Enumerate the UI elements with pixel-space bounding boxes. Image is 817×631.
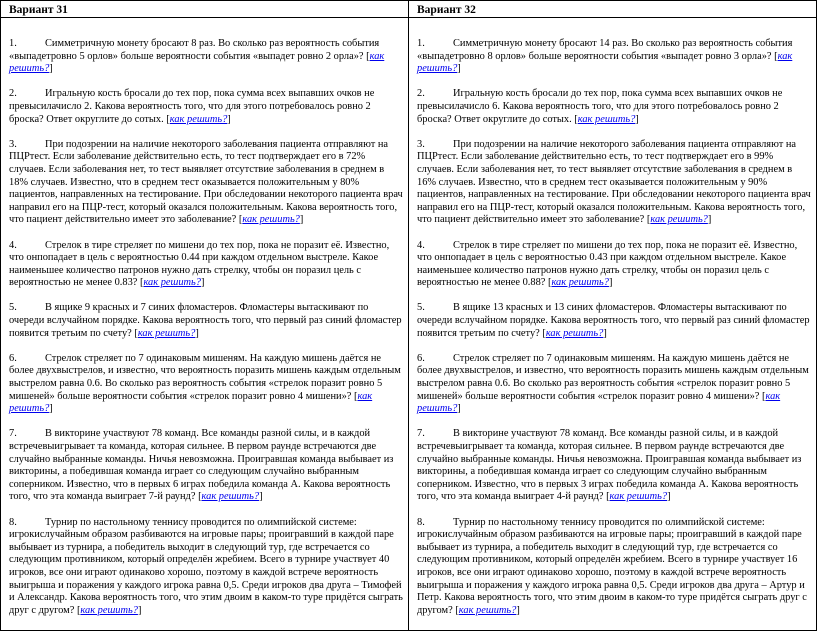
task-text: Игральную кость бросали до тех пор, пока сумма всех выпавших очков не превысилачисло 2. Какова вероятность того, что для этого потребовалось ровно 2 броска? Ответ округлите до сотых. xyxy=(9,88,375,125)
task-item: 3. При подозрении на наличие некоторого заболевания пациента отправляют на ПЦРтест. Если заболевание действительно есть, то тест подтверждает его в 72% случаев. Если заболевания нет, то тест выявляет отсутствие заболевания в среднем в 18% случаев. Известно, что в среднем тест оказывается положительным у 80% пациентов, направленных на тестирование. При обследовании некоторого пациента врач направил его на ПЦР-тест, который оказался положительным. Какова вероятность того, что пациент действительно имеет это заболевание? [как решить?] xyxy=(9,138,403,226)
how-to-solve-link[interactable]: как решить? xyxy=(9,390,373,415)
task-text: В викторине участвуют 78 команд. Все команды разной силы, и в каждой встречевыигрывает та команда, которая сильнее. В первом раунде встречаются две случайно выбранные команды. Ничья невозможна. Проигравшая команда выбывает из викторины, а победившая команда играет со следующим случайно выбранным соперником. Известно, что в первых 6 играх победила команда А. Какова вероятность того, что эта команда выиграет 7-й раунд? xyxy=(9,428,394,503)
task-number: 8. xyxy=(417,516,425,528)
task-number: 4. xyxy=(417,239,425,251)
task-text: Симметричную монету бросают 8 раз. Во сколько раз вероятность события «выпадетровно 5 орлов» больше вероятности события «выпадет ровно 2 орла»? xyxy=(9,38,380,62)
how-to-solve-link[interactable]: как решить? xyxy=(417,390,781,415)
task-item: 1. Симметричную монету бросают 14 раз. Во сколько раз вероятность события «выпадетровно 8 орлов» больше вероятности события «выпадет ровно 3 орла»? [как решить?] xyxy=(417,38,793,75)
task-text: Стрелок стреляет по 7 одинаковым мишеням. На каждую мишень даётся не более двухвыстрелов, и известно, что вероятность поразить мишень каждым отдельным выстрелом равна 0.6. Во сколько раз вероятность события «стрелок поразит ровно 5 мишеней» больше вероятности события «стрелок поразит ровно 4 мишени»? xyxy=(417,352,809,402)
task-item: 4. Стрелок в тире стреляет по мишени до тех пор, пока не поразит её. Известно, что онпопадает в цель с вероятностью 0.43 при каждом отдельном выстреле. Какое наименьшее количество патронов нужно дать стрелку, чтобы он поразил цель с вероятностью не менее 0.88? [как решить?] xyxy=(417,239,798,289)
variant-column-right xyxy=(409,18,817,631)
how-to-solve-link[interactable]: как решить? xyxy=(9,50,385,75)
how-to-solve-link[interactable]: как решить? xyxy=(609,491,668,503)
task-number: 2. xyxy=(417,88,425,100)
how-to-solve-link[interactable]: как решить? xyxy=(143,277,201,289)
task-number: 1. xyxy=(9,38,17,49)
task-number: 6. xyxy=(9,352,17,364)
task-number: 8. xyxy=(9,516,17,528)
header-row xyxy=(1,1,817,18)
variant-title-right: Вариант 32 xyxy=(409,1,817,18)
how-to-solve-link[interactable]: как решить? xyxy=(551,277,609,289)
task-text: Турнир по настольному теннису проводится по олимпийской системе: игрокислучайным образом разбиваются на игровые пары; проигравший в каждой паре выбывает из турнира, а победитель выходит в следующий тур, где встречается со следующим противником, который определён жребием. Всего в турнире участвует 16 игроков, все они играют одинаково хорошо, поэтому в каждой встрече вероятность выигрыша и поражения у каждого игрока равна 0,5. Среди игроков два друга – Артур и Петр. Какова вероятность того, что этим двоим в каком-то туре придётся сыграть друг с другом? xyxy=(417,516,807,616)
task-number: 3. xyxy=(417,138,425,150)
how-to-solve-link[interactable]: как решить? xyxy=(242,214,300,226)
tasks-row xyxy=(1,18,817,631)
task-item: 7. В викторине участвуют 78 команд. Все команды разной силы, и в каждой встречевыигрывает та команда, которая сильнее. В первом раунде встречаются две случайно выбранные команды. Ничья невозможна. Проигравшая команда выбывает из викторины, а победившая команда играет со следующим случайно выбранным соперником. Известно, что в первых 3 играх победила команда А. Какова вероятность того, что эта команда выиграет 4-й раунд? [как решить?] xyxy=(417,428,802,503)
task-item: 2. Игральную кость бросали до тех пор, пока сумма всех выпавших очков не превысилачисло 2. Какова вероятность того, что для этого потребовалось ровно 2 броска? Ответ округлите до сотых. [как решить?] xyxy=(9,88,375,125)
how-to-solve-link[interactable]: как решить? xyxy=(417,50,793,75)
task-item: 6. Стрелок стреляет по 7 одинаковым мишеням. На каждую мишень даётся не более двухвыстрелов, и известно, что вероятность поразить мишень каждым отдельным выстрелом равна 0.6. Во сколько раз вероятность события «стрелок поразит ровно 5 мишеней» больше вероятности события «стрелок поразит ровно 4 мишени»? [как решить?] xyxy=(417,352,809,415)
how-to-solve-link[interactable]: как решить? xyxy=(545,327,604,339)
task-item: 2. Игральную кость бросали до тех пор, пока сумма всех выпавших очков не превысилачисло 6. Какова вероятность того, что для этого потребовалось ровно 2 броска? Ответ округлите до сотых. [как решить?] xyxy=(417,88,783,125)
task-item: 5. В ящике 9 красных и 7 синих фломастеров. Фломастеры вытаскивают по очереди вслучайном порядке. Какова вероятность того, что первый раз синий фломастер появится третьим по счету? [как решить?] xyxy=(9,302,402,339)
task-number: 7. xyxy=(9,428,17,440)
how-to-solve-link[interactable]: как решить? xyxy=(137,327,196,339)
task-item: 8. Турнир по настольному теннису проводится по олимпийской системе: игрокислучайным образом разбиваются на игровые пары; проигравший в каждой паре выбывает из турнира, а победитель выходит в следующий тур, где встречается со следующим противником, который определён жребием. Всего в турнире участвует 16 игроков, все они играют одинаково хорошо, поэтому в каждой встрече вероятность выигрыша и поражения у каждого игрока равна 0,5. Среди игроков два друга – Артур и Петр. Какова вероятность того, что этим двоим в каком-то туре придётся сыграть друг с другом? [как решить?] xyxy=(417,516,807,616)
how-to-solve-link[interactable]: как решить? xyxy=(80,604,138,616)
how-to-solve-link[interactable]: как решить? xyxy=(458,604,517,616)
task-number: 4. xyxy=(9,239,17,251)
task-text: В ящике 13 красных и 13 синих фломастеров. Фломастеры вытаскивают по очереди вслучайном порядке. Какова вероятность того, что первый раз синий фломастер появится третьим по счету? xyxy=(417,302,810,339)
task-number: 5. xyxy=(9,302,17,314)
task-number: 2. xyxy=(9,88,17,100)
task-item: 6. Стрелок стреляет по 7 одинаковым мишеням. На каждую мишень даётся не более двухвыстрелов, и известно, что вероятность поразить мишень каждым отдельным выстрелом равна 0.6. Во сколько раз вероятность события «стрелок поразит ровно 5 мишеней» больше вероятности события «стрелок поразит ровно 4 мишени»? [как решить?] xyxy=(9,352,401,415)
task-text: Турнир по настольному теннису проводится по олимпийской системе: игрокислучайным образом разбиваются на игровые пары; проигравший в каждой паре выбывает из турнира, а победитель выходит в следующий тур, где встречается со следующим противником, который определён жребием. Всего в турнире участвует 40 игроков, все они играют одинаково хорошо, поэтому в каждой встрече вероятность выигрыша и поражения у каждого игрока равна 0,5. Среди игроков два друга – Тимофей и Александр. Какова вероятность того, что этим двоим в каком-то туре придётся сыграть друг с другом? xyxy=(9,516,403,616)
how-to-solve-link[interactable]: как решить? xyxy=(201,491,260,503)
task-number: 7. xyxy=(417,428,425,440)
how-to-solve-link[interactable]: как решить? xyxy=(169,113,228,125)
variant-title-left: Вариант 31 xyxy=(1,1,409,18)
task-text: При подозрении на наличие некоторого заболевания пациента отправляют на ПЦРтест. Если заболевание действительно есть, то тест подтверждает его в 72% случаев. Если заболевания нет, то тест выявляет отсутствие заболевания в среднем в 18% случаев. Известно, что в среднем тест оказывается положительным у 80% пациентов, направленных на тестирование. При обследовании некоторого пациента врач направил его на ПЦР-тест, который оказался положительным. Какова вероятность того, что пациент действительно имеет это заболевание? xyxy=(9,138,403,226)
task-text: При подозрении на наличие некоторого заболевания пациента отправляют на ПЦРтест. Если заболевание действительно есть, то тест подтверждает его в 99% случаев. Если заболевания нет, то тест выявляет отсутствие заболевания в среднем в 16% случаев. Известно, что в среднем тест оказывается положительным у 90% пациентов, направленных на тестирование. При обследовании некоторого пациента врач направил его на ПЦР-тест, который оказался положительным. Какова вероятность того, что пациент действительно имеет это заболевание? xyxy=(417,138,811,226)
task-item: 7. В викторине участвуют 78 команд. Все команды разной силы, и в каждой встречевыигрывает та команда, которая сильнее. В первом раунде встречаются две случайно выбранные команды. Ничья невозможна. Проигравшая команда выбывает из викторины, а победившая команда играет со следующим случайно выбранным соперником. Известно, что в первых 6 играх победила команда А. Какова вероятность того, что эта команда выиграет 7-й раунд? [как решить?] xyxy=(9,428,394,503)
variant-column-left xyxy=(1,18,409,631)
task-number: 1. xyxy=(417,38,425,49)
task-number: 5. xyxy=(417,302,425,314)
task-item: 5. В ящике 13 красных и 13 синих фломастеров. Фломастеры вытаскивают по очереди вслучайном порядке. Какова вероятность того, что первый раз синий фломастер появится третьим по счету? [как решить?] xyxy=(417,302,810,339)
task-text: Стрелок в тире стреляет по мишени до тех пор, пока не поразит её. Известно, что онпопадает в цель с вероятностью 0.44 при каждом отдельном выстреле. Какое наименьшее количество патронов нужно дать стрелку, чтобы он поразил цель с вероятностью не менее 0.83? xyxy=(9,239,390,289)
task-text: В викторине участвуют 78 команд. Все команды разной силы, и в каждой встречевыигрывает та команда, которая сильнее. В первом раунде встречаются две случайно выбранные команды. Ничья невозможна. Проигравшая команда выбывает из викторины, а победившая команда играет со следующим случайно выбранным соперником. Известно, что в первых 3 играх победила команда А. Какова вероятность того, что эта команда выиграет 4-й раунд? xyxy=(417,428,802,503)
how-to-solve-link[interactable]: как решить? xyxy=(650,214,708,226)
task-text: Симметричную монету бросают 14 раз. Во сколько раз вероятность события «выпадетровно 8 орлов» больше вероятности события «выпадет ровно 3 орла»? xyxy=(417,38,793,62)
task-text: В ящике 9 красных и 7 синих фломастеров. Фломастеры вытаскивают по очереди вслучайном порядке. Какова вероятность того, что первый раз синий фломастер появится третьим по счету? xyxy=(9,302,402,339)
task-number: 3. xyxy=(9,138,17,150)
task-text: Игральную кость бросали до тех пор, пока сумма всех выпавших очков не превысилачисло 6. Какова вероятность того, что для этого потребовалось ровно 2 броска? Ответ округлите до сотых. xyxy=(417,88,783,125)
task-item: 8. Турнир по настольному теннису проводится по олимпийской системе: игрокислучайным образом разбиваются на игровые пары; проигравший в каждой паре выбывает из турнира, а победитель выходит в следующий тур, где встречается со следующим противником, который определён жребием. Всего в турнире участвует 40 игроков, все они играют одинаково хорошо, поэтому в каждой встрече вероятность выигрыша и поражения у каждого игрока равна 0,5. Среди игроков два друга – Тимофей и Александр. Какова вероятность того, что этим двоим в каком-то туре придётся сыграть друг с другом? [как решить?] xyxy=(9,516,403,616)
how-to-solve-link[interactable]: как решить? xyxy=(577,113,636,125)
task-item: 1. Симметричную монету бросают 8 раз. Во сколько раз вероятность события «выпадетровно 5 орлов» больше вероятности события «выпадет ровно 2 орла»? [как решить?] xyxy=(9,38,385,75)
task-item: 4. Стрелок в тире стреляет по мишени до тех пор, пока не поразит её. Известно, что онпопадает в цель с вероятностью 0.44 при каждом отдельном выстреле. Какое наименьшее количество патронов нужно дать стрелку, чтобы он поразил цель с вероятностью не менее 0.83? [как решить?] xyxy=(9,239,390,289)
task-item: 3. При подозрении на наличие некоторого заболевания пациента отправляют на ПЦРтест. Если заболевание действительно есть, то тест подтверждает его в 99% случаев. Если заболевания нет, то тест выявляет отсутствие заболевания в среднем в 16% случаев. Известно, что в среднем тест оказывается положительным у 90% пациентов, направленных на тестирование. При обследовании некоторого пациента врач направил его на ПЦР-тест, который оказался положительным. Какова вероятность того, что пациент действительно имеет это заболевание? [как решить?] xyxy=(417,138,811,226)
task-text: Стрелок стреляет по 7 одинаковым мишеням. На каждую мишень даётся не более двухвыстрелов, и известно, что вероятность поразить мишень каждым отдельным выстрелом равна 0.6. Во сколько раз вероятность события «стрелок поразит ровно 5 мишеней» больше вероятности события «стрелок поразит ровно 4 мишени»? xyxy=(9,352,401,402)
task-number: 6. xyxy=(417,352,425,364)
task-text: Стрелок в тире стреляет по мишени до тех пор, пока не поразит её. Известно, что онпопадает в цель с вероятностью 0.43 при каждом отдельном выстреле. Какое наименьшее количество патронов нужно дать стрелку, чтобы он поразил цель с вероятностью не менее 0.88? xyxy=(417,239,798,289)
